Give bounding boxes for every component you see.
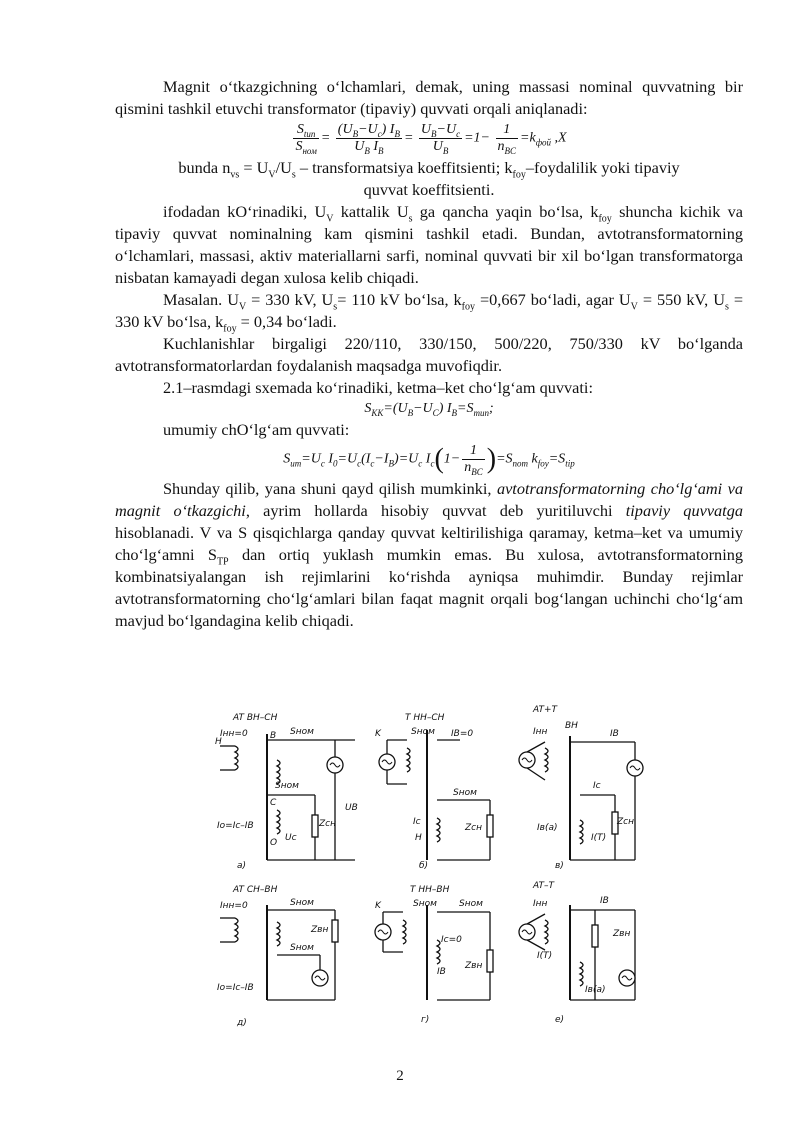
paragraph-conclusion: Shunday qilib, yana shuni qayd qilish mumkinki, avtotransformatorning cho‘lg‘ami va magnit o‘tkazgichi, ayrim hollarda hisobiy quvvat deb yuritiluvchi tipaviy quvvatga hisoblanadi. V va S qisqichlarga qanday quvvat keltirilishiga qaramay, ketma–ket va umumiy cho‘lg‘amni $S_{TP}$ dan ortiq yuklash mumkin emas. Bu xulosa, avtotransformatorning kombinatsiyalangan ish rejimlarini ko‘rishda ayniqsa muhimdir. Bunday rejimlar avtotransformatorning cho‘lg‘amlari bilan faqat magnit orqali bog‘langan uchinchi cho‘lg‘am mavjud bo‘lgandagina kelib chiqadi. — [115, 479, 743, 630]
diagram-f-ino: Iнн — [533, 899, 548, 909]
diagram-d-label: д) — [237, 1018, 247, 1028]
diagram-a — [215, 713, 358, 871]
diagram-a-snom-top: Sном — [290, 727, 314, 737]
diagram-e-ib: IB — [437, 967, 446, 977]
paragraph-common-winding: umumiy chO‘lg‘am quvvati: — [163, 420, 350, 439]
diagram-b-h: H — [415, 833, 422, 843]
diagram-f-iv: Iв(а) — [585, 985, 606, 995]
diagram-e-label: г) — [421, 1015, 430, 1025]
paragraph-explanation: ifodadan kO‘rinadiki, $U_V$ kattalik $U_s$ ga qancha yaqin bo‘lsa, $k_{foy}$ shuncha kichik va tipaviy quvvat nominalning kam qismini tashkil etadi. Bundan, avtotransformatorning o‘lchamlari, massasi, aktiv materiallarni sarfi, nominal quvvati bir xil bo‘lgan transformatorga nisbatan kamayadi degan xulosa kelib chiqadi. — [115, 202, 744, 287]
diagram-c-label: в) — [555, 861, 564, 871]
diagram-a-label: a) — [237, 861, 247, 871]
diagram-a-o: O — [270, 838, 278, 848]
diagram-b-snom-top: Sном — [411, 727, 435, 737]
paragraph-intro: Magnit o‘tkazgichning o‘lchamlari, demak, uning massasi nominal quvvatning bir qismini tashkil etuvchi transformator (tipaviy) quvvati orqali aniqlanadi: — [115, 77, 743, 118]
diagram-c — [519, 705, 643, 871]
paragraph-example: Masalan. $U_V = 330$ kV, $U_s= 110$ kV bo‘lsa, $k_{foy} =0,667$ bo‘ladi, agar $U_V = 550$ kV, $U_s = 330$ kV bo‘lsa, $k_{foy} = 0,34$ bo‘ladi. — [115, 290, 744, 335]
diagram-a-b: B — [270, 731, 277, 741]
diagram-d-snom-top: Sном — [290, 898, 314, 908]
diagram-c-ib: IB — [610, 729, 619, 739]
diagram-a-uc: Uc — [285, 833, 297, 843]
equation-common-power: $S_{um}=U_c$ $I_0=U_c(I_c-I_B)=U_c$ $I_c(1-$ $\frac{1}{n_{BC}}$ )$=S_{nom}$ $k_{foy}=S_{tip}$ — [283, 443, 575, 477]
diagram-b-ib0: IB=0 — [451, 729, 474, 739]
definition-line-2: quvvat koeffitsienti. — [363, 180, 495, 199]
diagram-a-zch: Zсн — [319, 819, 336, 829]
diagram-d-zbh: Zвн — [311, 925, 329, 935]
diagram-b-zch: Zсн — [465, 823, 482, 833]
document-body — [115, 76, 743, 632]
diagram-e-snom-right: Sном — [459, 899, 483, 909]
diagram-f-label: е) — [555, 1015, 565, 1025]
diagram-c-bh: BH — [565, 721, 578, 731]
diagram-e-zbh: Zвн — [465, 961, 483, 971]
paragraph-voltage-pairs: Kuchlanishlar birgaligi 220/110, 330/150, 500/220, 750/330 kV bo‘lganda avtotransformatorlardan foydalanish maqsadga muvofiqdir. — [115, 334, 743, 375]
diagram-a-io: Io=Ic–IB — [217, 821, 254, 831]
diagram-e — [375, 885, 493, 1025]
diagram-f-title: AT–T — [533, 881, 554, 891]
diagram-b-k: K — [375, 729, 381, 739]
diagram-d-in0: Iнн=0 — [220, 901, 248, 911]
diagram-b-ic: Ic — [413, 817, 421, 827]
diagram-c-iv: Iв(а) — [537, 823, 558, 833]
diagram-b-snom-mid: Sном — [453, 788, 477, 798]
diagram-f-ib: IB — [600, 896, 609, 906]
equation-series-power: $S_{KK}=(U_B-U_C)$ $I_B=S_{тип}$; — [364, 401, 494, 418]
diagram-b — [375, 713, 493, 871]
definition-line-1: bunda $n_{vs} = U_V/U_s$ – transformatsiya koeffitsienti; $k_{foy}$–foydalilik yoki tipaviy — [178, 158, 680, 181]
diagram-d-snom-mid: Sном — [290, 943, 314, 953]
equation-typical-power: $\frac{S_{tип}}{S_{ном}}$ = $\frac{(U_B-U_c) I_B}{U_B I_B}$ = $\frac{U_B-U_c}{U_B}$ =1− $\frac{1}{n_{BC}}$ $=k_{фой}$ ,Х — [295, 122, 567, 156]
diagram-d — [217, 885, 338, 1028]
diagram-c-zch: Zсн — [617, 817, 634, 827]
diagram-c-ivv: I(Т) — [591, 833, 607, 843]
diagram-e-k: K — [375, 901, 381, 911]
diagram-a-h: H — [215, 737, 222, 747]
diagram-c-ic: Ic — [593, 781, 601, 791]
diagram-a-title: AT BH–CH — [233, 713, 278, 723]
diagram-e-snom-left: Sном — [413, 899, 437, 909]
diagram-a-label-in0: Iнн=0 — [220, 729, 248, 739]
circuit-diagrams-figure — [215, 700, 645, 1030]
diagram-a-snom-mid: Sном — [275, 781, 299, 791]
diagram-f — [519, 881, 635, 1025]
page-number: 2 — [396, 1068, 404, 1084]
diagram-c-ino: Iнн — [533, 727, 548, 737]
diagram-e-title: T HH–BH — [410, 885, 450, 895]
diagram-e-ic0: Ic=0 — [441, 935, 462, 945]
diagram-c-title: AT+T — [533, 705, 558, 715]
paragraph-series-winding: 2.1–rasmdagi sxemada ko‘rinadiki, ketma–ket cho‘lg‘am quvvati: — [163, 378, 593, 397]
diagram-b-title: T HH–CH — [405, 713, 445, 723]
diagram-a-c: C — [270, 798, 277, 808]
diagram-a-ub: UB — [345, 803, 358, 813]
diagram-d-io: Io=Ic–IB — [217, 983, 254, 993]
diagram-d-title: AT CH–BH — [233, 885, 278, 895]
diagram-f-ivv: I(Т) — [537, 951, 553, 961]
diagram-b-label: б) — [419, 861, 429, 871]
diagram-f-zbh: Zвн — [613, 929, 631, 939]
